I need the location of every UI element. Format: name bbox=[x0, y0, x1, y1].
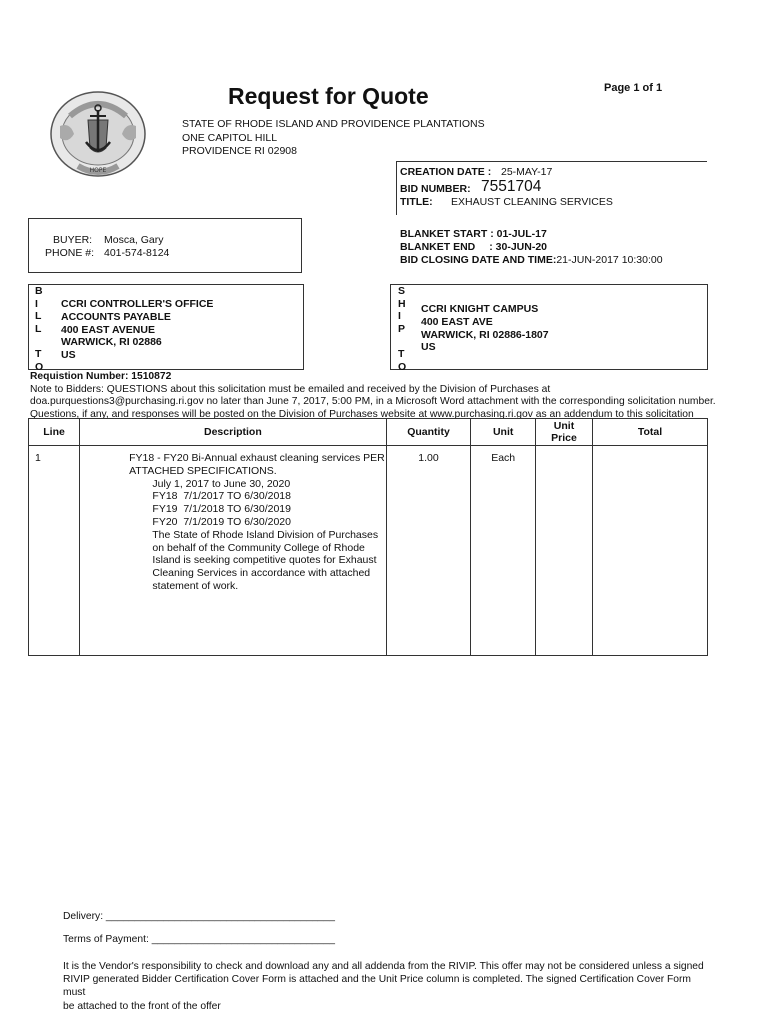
address-line: WARWICK, RI 02886-1807 bbox=[421, 328, 549, 341]
address-line: 400 EAST AVE bbox=[421, 315, 493, 328]
desc-line: ATTACHED SPECIFICATIONS. bbox=[129, 464, 277, 477]
side-letter: O bbox=[398, 360, 407, 373]
col-header-unit-price-line: Unit bbox=[553, 420, 575, 432]
issuer-line: STATE OF RHODE ISLAND AND PROVIDENCE PLANTATIONS bbox=[182, 118, 485, 130]
desc-line: Cleaning Services in accordance with attached bbox=[129, 567, 371, 580]
address-line: ACCOUNTS PAYABLE bbox=[61, 310, 171, 323]
side-letter: P bbox=[398, 322, 406, 335]
cell-unit-price[interactable] bbox=[536, 446, 593, 656]
vendor-terms bbox=[63, 960, 713, 1013]
buyer-label: BUYER: bbox=[53, 234, 93, 246]
col-header-description: Description bbox=[80, 419, 387, 446]
note-line: Note to Bidders: QUESTIONS about this solicitation must be emailed and received by the Division of Purchases at bbox=[30, 383, 551, 395]
line-items-table bbox=[28, 418, 708, 656]
desc-line: on behalf of the Community College of Rhode bbox=[129, 541, 365, 554]
blanket-dates bbox=[400, 228, 663, 267]
note-line: Questions, if any, and responses will be posted on the Division of Purchases website at www.purchasing.ri.gov as an addendum to this solicitation bbox=[30, 409, 694, 421]
svg-text:HOPE: HOPE bbox=[89, 167, 107, 174]
side-letter: O bbox=[35, 360, 44, 373]
bill-to-side-label bbox=[35, 285, 45, 373]
blanket-end-label: BLANKET END bbox=[400, 241, 476, 253]
side-letter: T bbox=[35, 347, 42, 360]
note-line: doa.purquestions3@purchasing.ri.gov no later than June 7, 2017, 5:00 PM, in a Microsoft Word attachment with the corresponding solicitation number. bbox=[30, 396, 716, 408]
delivery-line[interactable]: Delivery: ________________________________________ bbox=[63, 911, 335, 922]
terms-line: It is the Vendor's responsibility to check and download any and all addenda from the RIVIP. This offer may not be considered unless a signed bbox=[63, 961, 704, 972]
side-letter: B bbox=[35, 285, 43, 297]
title-value: EXHAUST CLEANING SERVICES bbox=[451, 196, 613, 208]
col-header-line: Line bbox=[29, 419, 80, 446]
requisition-number: Requistion Number: 1510872 bbox=[30, 371, 172, 382]
terms-line: be attached to the front of the offer bbox=[63, 1000, 221, 1012]
side-letter-gap bbox=[35, 335, 45, 348]
side-letter: T bbox=[398, 347, 405, 360]
address-line: WARWICK, RI 02886 bbox=[61, 336, 162, 349]
title-label: TITLE: bbox=[400, 196, 433, 208]
side-letter: I bbox=[35, 297, 38, 310]
table-header-row bbox=[29, 419, 708, 446]
col-header-quantity: Quantity bbox=[386, 419, 471, 446]
creation-date-value: 25-MAY-17 bbox=[501, 166, 553, 178]
document-title: Request for Quote bbox=[228, 83, 429, 109]
col-header-unit-price bbox=[536, 419, 593, 446]
issuer-address bbox=[182, 118, 485, 159]
cell-unit: Each bbox=[471, 446, 536, 656]
cell-total[interactable] bbox=[593, 446, 708, 656]
desc-line: statement of work. bbox=[129, 579, 239, 592]
side-letter: S bbox=[398, 285, 406, 297]
blanket-end-value: : 30-JUN-20 bbox=[489, 241, 548, 253]
side-letter: H bbox=[398, 297, 406, 310]
terms-line: RIVIP generated Bidder Certification Cover Form is attached and the Unit Price column is completed. The signed Certification Cover Form must bbox=[63, 974, 692, 999]
address-line: CCRI CONTROLLER'S OFFICE bbox=[61, 298, 214, 310]
bid-closing-value: 21-JUN-2017 10:30:00 bbox=[556, 254, 663, 266]
phone-label: PHONE #: bbox=[45, 247, 95, 259]
creation-date-label: CREATION DATE : bbox=[400, 166, 492, 178]
blanket-start: BLANKET START : 01-JUL-17 bbox=[400, 228, 547, 240]
desc-line: FY20 7/1/2019 TO 6/30/2020 bbox=[129, 515, 291, 528]
bid-closing bbox=[400, 254, 663, 267]
cell-description bbox=[80, 446, 387, 656]
desc-line: Island is seeking competitive quotes for Exhaust bbox=[129, 554, 377, 567]
blanket-end bbox=[400, 241, 663, 254]
state-seal-logo bbox=[48, 86, 148, 182]
desc-line: FY19 7/1/2018 TO 6/30/2019 bbox=[129, 503, 291, 516]
desc-line: FY18 - FY20 Bi-Annual exhaust cleaning services PER bbox=[129, 452, 385, 464]
bill-to-address bbox=[61, 298, 213, 362]
table-row bbox=[29, 446, 708, 656]
desc-line: The State of Rhode Island Division of Purchases bbox=[129, 528, 379, 541]
issuer-line: PROVIDENCE RI 02908 bbox=[182, 145, 297, 157]
side-letter: I bbox=[398, 310, 401, 323]
ship-to-side-label bbox=[398, 285, 408, 373]
col-header-total: Total bbox=[593, 419, 708, 446]
bidder-notes bbox=[30, 371, 716, 422]
bid-number-label: BID NUMBER: bbox=[400, 183, 471, 195]
buyer-name: Mosca, Gary bbox=[104, 234, 164, 246]
desc-line: FY18 7/1/2017 TO 6/30/2018 bbox=[129, 490, 291, 503]
cell-quantity: 1.00 bbox=[386, 446, 471, 656]
ship-to-address bbox=[421, 303, 549, 354]
address-line: US bbox=[421, 341, 436, 354]
col-header-unit: Unit bbox=[471, 419, 536, 446]
desc-line: July 1, 2017 to June 30, 2020 bbox=[129, 477, 291, 490]
bid-closing-label: BID CLOSING DATE AND TIME: bbox=[400, 254, 557, 266]
side-letter: L bbox=[35, 322, 42, 335]
address-line: US bbox=[61, 349, 76, 362]
cell-line: 1 bbox=[29, 446, 80, 656]
col-header-unit-price-line: Price bbox=[551, 432, 577, 444]
phone-value: 401-574-8124 bbox=[104, 247, 170, 259]
side-letter-gap bbox=[398, 335, 408, 348]
issuer-line: ONE CAPITOL HILL bbox=[182, 131, 278, 144]
address-line: CCRI KNIGHT CAMPUS bbox=[421, 303, 539, 315]
page-indicator: Page 1 of 1 bbox=[604, 82, 663, 94]
side-letter: L bbox=[35, 310, 42, 323]
payment-terms-line[interactable]: Terms of Payment: ________________________________ bbox=[63, 934, 335, 945]
bid-number-value: 7551704 bbox=[481, 178, 542, 195]
address-line: 400 EAST AVENUE bbox=[61, 323, 155, 336]
